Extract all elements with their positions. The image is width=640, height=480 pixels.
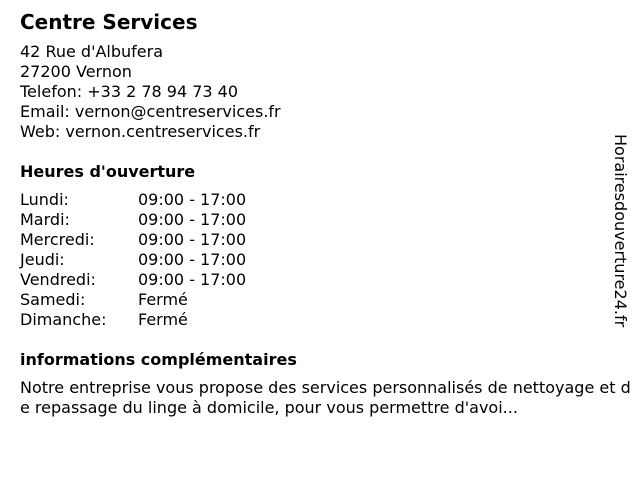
hours-row-saturday bbox=[20, 290, 620, 310]
info-text: Notre entreprise vous propose des services personnalisés de nettoyage et de repassage du linge à domicile, pour vous permettre d'avoi... bbox=[20, 378, 631, 417]
hours-day: Dimanche: bbox=[20, 310, 107, 329]
business-name: Centre Services bbox=[20, 10, 198, 34]
hours-day: Vendredi: bbox=[20, 270, 96, 289]
address-street: 42 Rue d'Albufera bbox=[20, 42, 164, 61]
address-city: 27200 Vernon bbox=[20, 62, 132, 81]
phone-line: Telefon: +33 2 78 94 73 40 bbox=[20, 82, 239, 101]
hours-time: 09:00 - 17:00 bbox=[138, 190, 247, 209]
hours-time: 09:00 - 17:00 bbox=[138, 250, 247, 269]
site-watermark: Horairesdouverture24.fr bbox=[611, 134, 630, 328]
hours-day: Samedi: bbox=[20, 290, 86, 309]
hours-time: 09:00 - 17:00 bbox=[138, 270, 247, 289]
info-heading: informations complémentaires bbox=[20, 350, 297, 369]
hours-time: 09:00 - 17:00 bbox=[138, 230, 247, 249]
hours-table bbox=[20, 190, 620, 330]
hours-time: Fermé bbox=[138, 310, 188, 329]
web-line: Web: vernon.centreservices.fr bbox=[20, 122, 261, 141]
hours-row-tuesday bbox=[20, 210, 620, 230]
hours-day: Lundi: bbox=[20, 190, 69, 209]
hours-day: Mercredi: bbox=[20, 230, 95, 249]
hours-row-friday bbox=[20, 270, 620, 290]
hours-day: Mardi: bbox=[20, 210, 70, 229]
hours-time: Fermé bbox=[138, 290, 188, 309]
email-line: Email: vernon@centreservices.fr bbox=[20, 102, 281, 121]
hours-heading: Heures d'ouverture bbox=[20, 162, 196, 181]
hours-row-wednesday bbox=[20, 230, 620, 250]
hours-row-monday bbox=[20, 190, 620, 210]
hours-row-thursday bbox=[20, 250, 620, 270]
hours-day: Jeudi: bbox=[20, 250, 65, 269]
hours-time: 09:00 - 17:00 bbox=[138, 210, 247, 229]
hours-row-sunday bbox=[20, 310, 620, 330]
contact-block bbox=[20, 42, 620, 142]
